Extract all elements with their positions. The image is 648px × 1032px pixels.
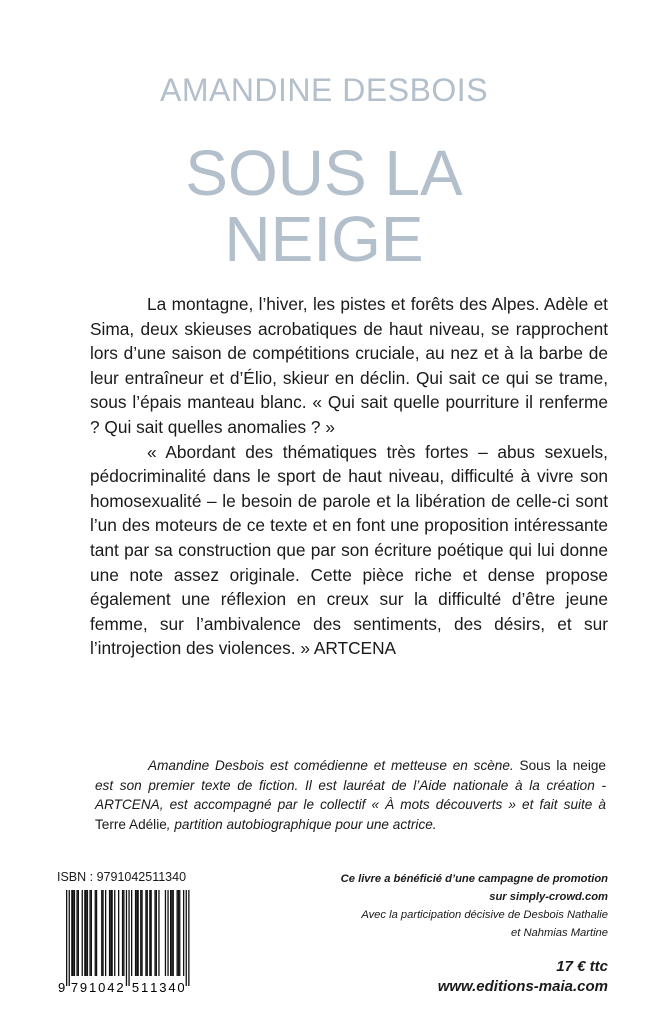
price: 17 € ttc	[556, 958, 608, 975]
title-line-2: NEIGE	[224, 203, 424, 275]
barcode-bar	[96, 890, 97, 976]
promo-line: Ce livre a bénéficié d’une campagne de promotion	[340, 873, 608, 885]
barcode-digit: 1	[150, 980, 158, 995]
bio-text: Amandine Desbois est comédienne et metteuse en scène.	[148, 758, 514, 773]
blurb-quote: « Abordant des thématiques très fortes – abus sexuels, pédocriminalité dans le sport de haut niveau, difficulté à vivre son homosexualité – le besoin de parole et la libération de celle-ci sont l’un des moteurs de ce texte et en font une proposition intéressante tant par sa construction que par son écriture poétique qui lui donne une note assez originale. Cette pièce riche et dense propose également une réflexion en creux sur la difficulté d’être jeune femme, sur l’ambivalence des sentiments, des désirs, et sur l’introjection des violences. » ARTCENA	[90, 441, 608, 659]
barcode-bar	[156, 890, 157, 976]
promo-line: et Nahmias Martine	[511, 927, 608, 939]
barcode-bar	[140, 890, 141, 976]
promo-line: Avec la participation décisive de Desbois Nathalie	[361, 909, 608, 921]
barcode-bar	[141, 890, 142, 976]
barcode-bar	[151, 890, 152, 976]
barcode-bar	[78, 890, 79, 976]
promo-block	[278, 870, 608, 942]
barcode-digit: 0	[98, 980, 106, 995]
isbn-label: ISBN : 9791042511340	[57, 870, 187, 884]
book-title	[0, 137, 648, 275]
barcode-bar	[74, 890, 75, 976]
barcode-digit: 1	[89, 980, 97, 995]
barcode-digit: 4	[168, 980, 176, 995]
barcode-bar	[136, 890, 137, 976]
barcode-bar	[147, 890, 148, 976]
barcode-bar	[173, 890, 174, 976]
barcode-bar	[76, 890, 77, 976]
bio-text: Sous la neige	[513, 758, 606, 773]
barcode-digit: 3	[159, 980, 167, 995]
barcode-bar	[165, 890, 166, 976]
website[interactable]: www.editions-maia.com	[437, 978, 608, 995]
barcode-bar	[170, 890, 171, 976]
barcode-bar	[177, 890, 178, 976]
barcode-bar	[122, 890, 123, 976]
barcode-bar	[149, 890, 150, 976]
barcode-bar	[114, 890, 115, 976]
barcode-bar	[145, 890, 146, 976]
barcode-bar	[158, 890, 159, 976]
barcode-bar	[69, 890, 70, 986]
blurb	[90, 292, 608, 661]
author-bio	[95, 756, 606, 834]
barcode-bar	[171, 890, 172, 976]
barcode-bar	[71, 890, 72, 976]
barcode-digit: 5	[131, 980, 140, 995]
barcode-bar	[66, 890, 67, 986]
barcode-bar	[82, 890, 83, 976]
barcode-bar	[123, 890, 124, 976]
barcode-bar	[128, 890, 129, 986]
barcode-bar	[178, 890, 179, 976]
barcode-bar	[179, 890, 180, 976]
barcode-bar	[131, 890, 132, 976]
barcode-bar	[84, 890, 85, 976]
blurb-paragraph: La montagne, l’hiver, les pistes et forêts des Alpes. Adèle et Sima, deux skieuses acrobatiques de haut niveau, se rapprochent lors d’une saison de compétitions cruciale, au nez et à la barbe de leur entraîneur et d’Élio, skieur en déclin. Qui sait ce qui se trame, sous l’épais manteau blanc. « Qui sait quelle pourriture il renferme ? Qui sait quelles anomalies ? »	[90, 294, 608, 437]
barcode-bar	[167, 890, 168, 976]
barcode-digit: 9	[79, 980, 88, 995]
barcode-bar	[89, 890, 90, 976]
author-name: AMANDINE DESBOIS	[159, 72, 489, 108]
barcode-bar	[95, 890, 96, 976]
bio-text: est son premier texte de fiction. Il est lauréat de l’Aide nationale à la création - ARTCENA, est accompagné par le collectif « À mots découverts » et fait suite à	[95, 777, 606, 813]
barcode-bar	[186, 890, 187, 986]
barcode	[56, 888, 190, 996]
barcode-digit: 9	[58, 980, 66, 995]
barcode-bar	[112, 890, 113, 976]
title-line-1: SOUS LA	[185, 137, 463, 209]
barcode-bar	[188, 890, 189, 986]
barcode-bar	[109, 890, 110, 976]
barcode-bar	[110, 890, 111, 976]
barcode-bar	[91, 890, 92, 976]
barcode-bar	[73, 890, 74, 976]
barcode-bar	[87, 890, 88, 976]
barcode-digit: 4	[107, 980, 115, 995]
barcode-bar	[105, 890, 106, 976]
barcode-bar	[118, 890, 119, 976]
barcode-bar	[138, 890, 139, 976]
bio-text: , partition autobiographique pour une actrice.	[166, 816, 437, 832]
barcode-bar	[101, 890, 102, 976]
barcode-bar	[102, 890, 103, 976]
barcode-digit: 0	[177, 980, 185, 995]
bio-text: Terre Adélie	[95, 816, 167, 832]
barcode-digit: 1	[141, 980, 149, 995]
barcode-digit: 2	[116, 980, 124, 995]
barcode-bar	[154, 890, 155, 976]
barcode-bar	[126, 890, 127, 986]
barcode-bar	[86, 890, 87, 976]
promo-line: sur simply-crowd.com	[489, 891, 608, 903]
barcode-bar	[183, 890, 184, 976]
barcode-digit: 7	[70, 980, 79, 995]
barcode-bar	[135, 890, 136, 976]
